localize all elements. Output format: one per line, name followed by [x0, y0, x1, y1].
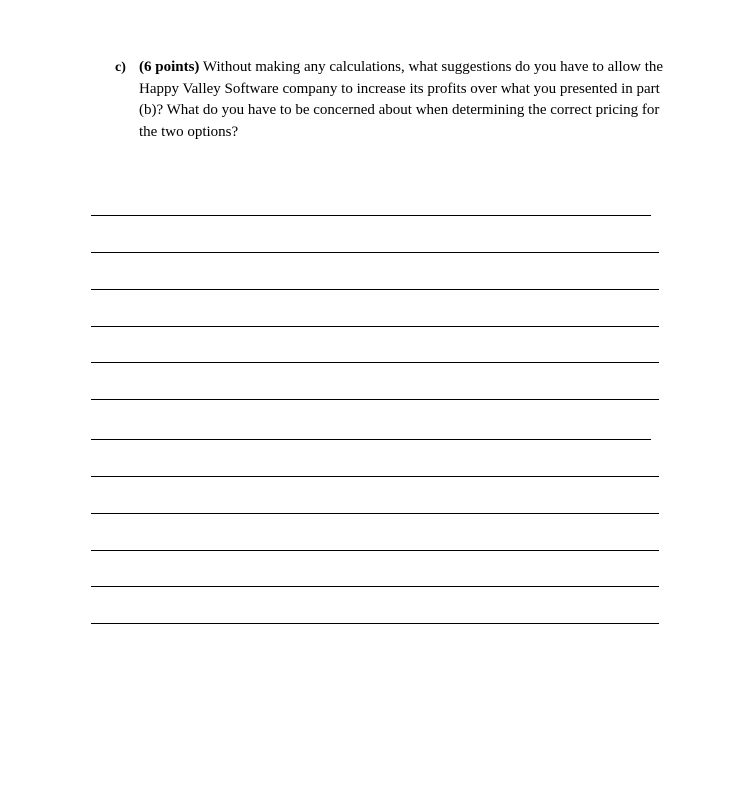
question-c: [115, 57, 675, 143]
answer-line[interactable]: [91, 326, 659, 327]
answer-line[interactable]: [91, 513, 659, 514]
answer-line[interactable]: [91, 550, 659, 551]
question-label: c): [115, 60, 126, 75]
answer-line[interactable]: [91, 623, 659, 624]
question-body: [139, 57, 675, 143]
answer-line[interactable]: [91, 399, 659, 400]
question-text: Without making any calculations, what suggestions do you have to allow the Happy Valley Software company to increase its profits over what you presented in part (b)? What do you have to be concerned about when determining the correct pricing for the two options?: [139, 59, 664, 140]
answer-line[interactable]: [91, 362, 659, 363]
answer-line[interactable]: [91, 252, 659, 253]
answer-line[interactable]: [91, 289, 659, 290]
answer-line[interactable]: [91, 586, 659, 587]
answer-line[interactable]: [91, 476, 659, 477]
answer-line[interactable]: [91, 215, 651, 216]
answer-line[interactable]: [91, 439, 651, 440]
question-points: (6 points): [139, 59, 200, 75]
